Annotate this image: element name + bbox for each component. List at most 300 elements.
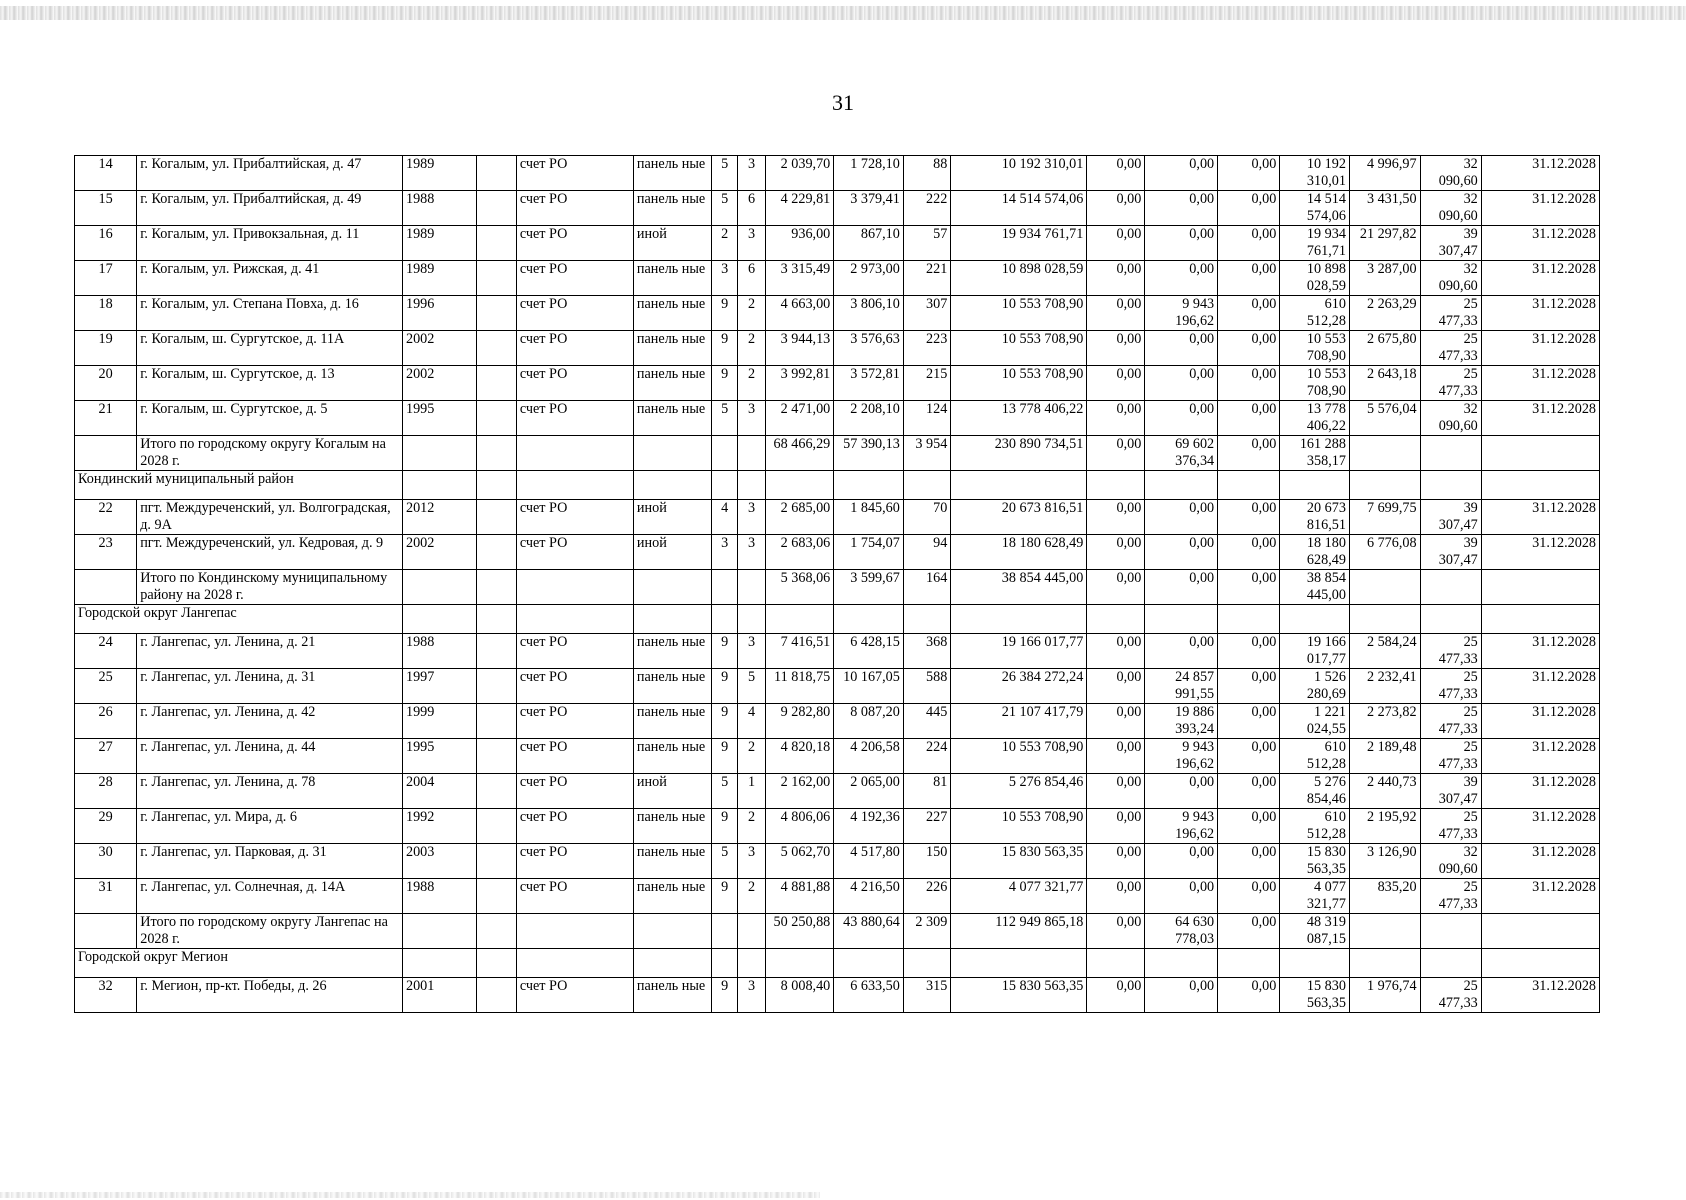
completion-date: 31.12.2028 — [1481, 704, 1599, 739]
cost-total: 10 192 310,01 — [951, 156, 1087, 191]
empty-cell — [476, 226, 516, 261]
entrances: 2 — [738, 739, 765, 774]
area-living: 3 576,63 — [834, 331, 904, 366]
budget-region: 0,00 — [1145, 156, 1218, 191]
fund-account: счет РО — [516, 634, 633, 669]
empty-cell — [903, 471, 950, 500]
row-number: 16 — [75, 226, 137, 261]
residents: 88 — [903, 156, 950, 191]
wall-material: панель ные — [633, 366, 711, 401]
empty-cell — [476, 535, 516, 570]
build-year: 1999 — [402, 704, 476, 739]
empty-cell — [711, 436, 737, 471]
build-year: 1988 — [402, 634, 476, 669]
budget-local: 0,00 — [1218, 774, 1280, 809]
area-living: 3 806,10 — [834, 296, 904, 331]
budget-region: 0,00 — [1145, 844, 1218, 879]
budget-region: 69 602 376,34 — [1145, 436, 1218, 471]
cost-per-m2: 6 776,08 — [1349, 535, 1420, 570]
budget-local: 0,00 — [1218, 331, 1280, 366]
empty-cell — [402, 949, 476, 978]
owners-funds: 18 180 628,49 — [1280, 535, 1350, 570]
empty-cell — [903, 949, 950, 978]
budget-local: 0,00 — [1218, 296, 1280, 331]
wall-material: панель ные — [633, 879, 711, 914]
entrances: 2 — [738, 331, 765, 366]
empty-cell — [75, 436, 137, 471]
wall-material: панель ные — [633, 156, 711, 191]
address: г. Лангепас, ул. Мира, д. 6 — [137, 809, 403, 844]
residents: 226 — [903, 879, 950, 914]
residents: 223 — [903, 331, 950, 366]
fund-account: счет РО — [516, 704, 633, 739]
budget-local: 0,00 — [1218, 669, 1280, 704]
row-number: 25 — [75, 669, 137, 704]
limit-cost: 25 477,33 — [1420, 704, 1481, 739]
cost-per-m2: 2 440,73 — [1349, 774, 1420, 809]
entrances: 2 — [738, 366, 765, 401]
address: пгт. Междуреченский, ул. Волгоградская, д. 9А — [137, 500, 403, 535]
empty-cell — [1349, 605, 1420, 634]
residents: 57 — [903, 226, 950, 261]
empty-cell — [1280, 471, 1350, 500]
residents: 3 954 — [903, 436, 950, 471]
area-total: 2 471,00 — [765, 401, 834, 436]
budget-region: 0,00 — [1145, 500, 1218, 535]
floors: 3 — [711, 535, 737, 570]
budget-local: 0,00 — [1218, 809, 1280, 844]
cost-per-m2: 2 643,18 — [1349, 366, 1420, 401]
owners-funds: 13 778 406,22 — [1280, 401, 1350, 436]
table-row — [75, 226, 1600, 261]
empty-cell — [834, 471, 904, 500]
budget-local: 0,00 — [1218, 226, 1280, 261]
budget-region: 0,00 — [1145, 401, 1218, 436]
floors: 5 — [711, 156, 737, 191]
owners: 38 854 445,00 — [1280, 570, 1350, 605]
cost-total: 10 553 708,90 — [951, 809, 1087, 844]
entrances: 2 — [738, 296, 765, 331]
completion-date: 31.12.2028 — [1481, 401, 1599, 436]
empty-cell — [1087, 949, 1145, 978]
residents: 124 — [903, 401, 950, 436]
area-total: 4 881,88 — [765, 879, 834, 914]
empty-cell — [1349, 949, 1420, 978]
empty-cell — [402, 914, 476, 949]
cost-total: 21 107 417,79 — [951, 704, 1087, 739]
area-living: 8 087,20 — [834, 704, 904, 739]
fund-account: счет РО — [516, 739, 633, 774]
cost-total: 18 180 628,49 — [951, 535, 1087, 570]
cost-total: 10 553 708,90 — [951, 296, 1087, 331]
empty-cell — [476, 739, 516, 774]
row-number: 32 — [75, 978, 137, 1013]
section-heading: Городской округ Лангепас — [75, 605, 403, 634]
fund-account: счет РО — [516, 879, 633, 914]
fund-rf: 0,00 — [1087, 978, 1145, 1013]
owners-funds: 610 512,28 — [1280, 296, 1350, 331]
row-number: 20 — [75, 366, 137, 401]
cost-per-m2: 21 297,82 — [1349, 226, 1420, 261]
budget-region: 19 886 393,24 — [1145, 704, 1218, 739]
fund-account: счет РО — [516, 774, 633, 809]
owners-funds: 10 898 028,59 — [1280, 261, 1350, 296]
cost-total: 5 276 854,46 — [951, 774, 1087, 809]
empty-cell — [1481, 471, 1599, 500]
row-number: 17 — [75, 261, 137, 296]
cost-total: 15 830 563,35 — [951, 844, 1087, 879]
completion-date: 31.12.2028 — [1481, 978, 1599, 1013]
floors: 2 — [711, 226, 737, 261]
total-label: Итого по городскому округу Лангепас на 2028 г. — [137, 914, 403, 949]
wall-material: панель ные — [633, 978, 711, 1013]
entrances: 6 — [738, 261, 765, 296]
empty-cell — [1420, 570, 1481, 605]
limit-cost: 25 477,33 — [1420, 366, 1481, 401]
area-total: 2 683,06 — [765, 535, 834, 570]
empty-cell — [1420, 914, 1481, 949]
empty-cell — [951, 471, 1087, 500]
budget-region: 0,00 — [1145, 191, 1218, 226]
build-year: 1996 — [402, 296, 476, 331]
empty-cell — [1087, 605, 1145, 634]
empty-cell — [476, 570, 516, 605]
empty-cell — [738, 471, 765, 500]
budget-region: 0,00 — [1145, 535, 1218, 570]
completion-date: 31.12.2028 — [1481, 500, 1599, 535]
floors: 9 — [711, 634, 737, 669]
owners-funds: 10 192 310,01 — [1280, 156, 1350, 191]
address: г. Когалым, ул. Прибалтийская, д. 47 — [137, 156, 403, 191]
fund-account: счет РО — [516, 226, 633, 261]
build-year: 2002 — [402, 535, 476, 570]
area-total: 3 944,13 — [765, 331, 834, 366]
empty-cell — [903, 605, 950, 634]
table-row — [75, 879, 1600, 914]
completion-date: 31.12.2028 — [1481, 809, 1599, 844]
table-row — [75, 331, 1600, 366]
owners-funds: 610 512,28 — [1280, 739, 1350, 774]
empty-cell — [1481, 914, 1599, 949]
fund-account: счет РО — [516, 331, 633, 366]
fund-account: счет РО — [516, 261, 633, 296]
empty-cell — [633, 914, 711, 949]
empty-cell — [711, 471, 737, 500]
empty-cell — [1420, 471, 1481, 500]
cost-total: 15 830 563,35 — [951, 978, 1087, 1013]
wall-material: панель ные — [633, 844, 711, 879]
cost-per-m2: 7 699,75 — [1349, 500, 1420, 535]
empty-cell — [834, 605, 904, 634]
build-year: 1988 — [402, 191, 476, 226]
completion-date: 31.12.2028 — [1481, 739, 1599, 774]
floors: 9 — [711, 809, 737, 844]
area-total: 5 368,06 — [765, 570, 834, 605]
row-number: 26 — [75, 704, 137, 739]
empty-cell — [1349, 471, 1420, 500]
area-living: 1 754,07 — [834, 535, 904, 570]
row-number: 15 — [75, 191, 137, 226]
wall-material: панель ные — [633, 331, 711, 366]
build-year: 1992 — [402, 809, 476, 844]
wall-material: панель ные — [633, 401, 711, 436]
residents: 2 309 — [903, 914, 950, 949]
area-living: 10 167,05 — [834, 669, 904, 704]
fund-rf: 0,00 — [1087, 739, 1145, 774]
address: г. Когалым, ул. Привокзальная, д. 11 — [137, 226, 403, 261]
empty-cell — [476, 191, 516, 226]
table-row — [75, 809, 1600, 844]
budget-local: 0,00 — [1218, 366, 1280, 401]
budget-region: 9 943 196,62 — [1145, 809, 1218, 844]
address: г. Когалым, ш. Сургутское, д. 11А — [137, 331, 403, 366]
cost-total: 10 553 708,90 — [951, 366, 1087, 401]
address: г. Лангепас, ул. Парковая, д. 31 — [137, 844, 403, 879]
empty-cell — [402, 605, 476, 634]
table-row — [75, 261, 1600, 296]
empty-cell — [1481, 605, 1599, 634]
table-row — [75, 401, 1600, 436]
entrances: 1 — [738, 774, 765, 809]
fund-rf: 0,00 — [1087, 669, 1145, 704]
cost-total: 38 854 445,00 — [951, 570, 1087, 605]
fund-rf: 0,00 — [1087, 156, 1145, 191]
wall-material: панель ные — [633, 191, 711, 226]
area-total: 4 663,00 — [765, 296, 834, 331]
entrances: 3 — [738, 844, 765, 879]
area-total: 2 039,70 — [765, 156, 834, 191]
wall-material: иной — [633, 226, 711, 261]
budget-region: 0,00 — [1145, 879, 1218, 914]
limit-cost: 32 090,60 — [1420, 844, 1481, 879]
budget-region: 24 857 991,55 — [1145, 669, 1218, 704]
empty-cell — [834, 949, 904, 978]
empty-cell — [711, 949, 737, 978]
residents: 227 — [903, 809, 950, 844]
completion-date: 31.12.2028 — [1481, 331, 1599, 366]
build-year: 1988 — [402, 879, 476, 914]
empty-cell — [738, 605, 765, 634]
empty-cell — [738, 436, 765, 471]
section-row — [75, 949, 1600, 978]
area-total: 4 806,06 — [765, 809, 834, 844]
residents: 224 — [903, 739, 950, 774]
section-heading: Городской округ Мегион — [75, 949, 403, 978]
fund-rf: 0,00 — [1087, 261, 1145, 296]
cost-total: 13 778 406,22 — [951, 401, 1087, 436]
owners: 48 319 087,15 — [1280, 914, 1350, 949]
area-living: 1 845,60 — [834, 500, 904, 535]
area-total: 2 685,00 — [765, 500, 834, 535]
fund-account: счет РО — [516, 296, 633, 331]
empty-cell — [1349, 436, 1420, 471]
budget-local: 0,00 — [1218, 879, 1280, 914]
empty-cell — [1145, 605, 1218, 634]
floors: 9 — [711, 296, 737, 331]
area-living: 3 599,67 — [834, 570, 904, 605]
residents: 215 — [903, 366, 950, 401]
empty-cell — [476, 978, 516, 1013]
completion-date: 31.12.2028 — [1481, 535, 1599, 570]
address: г. Лангепас, ул. Ленина, д. 21 — [137, 634, 403, 669]
empty-cell — [476, 366, 516, 401]
row-number: 21 — [75, 401, 137, 436]
address: пгт. Междуреченский, ул. Кедровая, д. 9 — [137, 535, 403, 570]
table-row — [75, 844, 1600, 879]
fund-rf: 0,00 — [1087, 844, 1145, 879]
budget-local: 0,00 — [1218, 261, 1280, 296]
table-row — [75, 156, 1600, 191]
area-living: 3 572,81 — [834, 366, 904, 401]
area-total: 4 229,81 — [765, 191, 834, 226]
limit-cost: 25 477,33 — [1420, 634, 1481, 669]
empty-cell — [1420, 436, 1481, 471]
empty-cell — [1420, 605, 1481, 634]
completion-date: 31.12.2028 — [1481, 296, 1599, 331]
limit-cost: 32 090,60 — [1420, 156, 1481, 191]
completion-date: 31.12.2028 — [1481, 669, 1599, 704]
entrances: 3 — [738, 156, 765, 191]
area-total: 936,00 — [765, 226, 834, 261]
empty-cell — [1280, 949, 1350, 978]
area-total: 7 416,51 — [765, 634, 834, 669]
floors: 5 — [711, 844, 737, 879]
budget-region: 0,00 — [1145, 226, 1218, 261]
cost-total: 230 890 734,51 — [951, 436, 1087, 471]
empty-cell — [516, 914, 633, 949]
area-total: 68 466,29 — [765, 436, 834, 471]
empty-cell — [765, 605, 834, 634]
total-row — [75, 570, 1600, 605]
fund-rf: 0,00 — [1087, 570, 1145, 605]
fund-rf: 0,00 — [1087, 331, 1145, 366]
area-living: 6 633,50 — [834, 978, 904, 1013]
budget-region: 0,00 — [1145, 774, 1218, 809]
empty-cell — [75, 570, 137, 605]
limit-cost: 25 477,33 — [1420, 879, 1481, 914]
address: г. Когалым, ш. Сургутское, д. 5 — [137, 401, 403, 436]
table-row — [75, 535, 1600, 570]
address: г. Когалым, ул. Прибалтийская, д. 49 — [137, 191, 403, 226]
empty-cell — [476, 500, 516, 535]
owners-funds: 19 934 761,71 — [1280, 226, 1350, 261]
fund-rf: 0,00 — [1087, 535, 1145, 570]
budget-local: 0,00 — [1218, 156, 1280, 191]
cost-total: 19 166 017,77 — [951, 634, 1087, 669]
entrances: 3 — [738, 226, 765, 261]
budget-local: 0,00 — [1218, 914, 1280, 949]
cost-total: 19 934 761,71 — [951, 226, 1087, 261]
floors: 9 — [711, 978, 737, 1013]
cost-per-m2: 2 273,82 — [1349, 704, 1420, 739]
limit-cost: 25 477,33 — [1420, 296, 1481, 331]
wall-material: панель ные — [633, 296, 711, 331]
floors: 5 — [711, 191, 737, 226]
completion-date: 31.12.2028 — [1481, 156, 1599, 191]
empty-cell — [1481, 949, 1599, 978]
empty-cell — [738, 914, 765, 949]
table-row — [75, 774, 1600, 809]
budget-local: 0,00 — [1218, 844, 1280, 879]
area-living: 2 208,10 — [834, 401, 904, 436]
fund-rf: 0,00 — [1087, 401, 1145, 436]
empty-cell — [476, 296, 516, 331]
address: г. Лангепас, ул. Ленина, д. 42 — [137, 704, 403, 739]
floors: 9 — [711, 704, 737, 739]
completion-date: 31.12.2028 — [1481, 191, 1599, 226]
residents: 445 — [903, 704, 950, 739]
empty-cell — [402, 436, 476, 471]
row-number: 30 — [75, 844, 137, 879]
budget-region: 0,00 — [1145, 331, 1218, 366]
completion-date: 31.12.2028 — [1481, 774, 1599, 809]
empty-cell — [1349, 570, 1420, 605]
cost-total: 112 949 865,18 — [951, 914, 1087, 949]
table-row — [75, 978, 1600, 1013]
area-living: 57 390,13 — [834, 436, 904, 471]
fund-rf: 0,00 — [1087, 634, 1145, 669]
table-row — [75, 739, 1600, 774]
residents: 307 — [903, 296, 950, 331]
cost-per-m2: 3 287,00 — [1349, 261, 1420, 296]
build-year: 1989 — [402, 156, 476, 191]
section-row — [75, 471, 1600, 500]
empty-cell — [476, 669, 516, 704]
scan-bottom-edge — [0, 1192, 820, 1198]
build-year: 1997 — [402, 669, 476, 704]
limit-cost: 25 477,33 — [1420, 669, 1481, 704]
empty-cell — [402, 471, 476, 500]
cost-per-m2: 2 584,24 — [1349, 634, 1420, 669]
cost-total: 10 553 708,90 — [951, 331, 1087, 366]
fund-account: счет РО — [516, 366, 633, 401]
row-number: 18 — [75, 296, 137, 331]
residents: 94 — [903, 535, 950, 570]
limit-cost: 32 090,60 — [1420, 401, 1481, 436]
scan-top-edge — [0, 6, 1686, 20]
entrances: 3 — [738, 978, 765, 1013]
floors: 5 — [711, 774, 737, 809]
empty-cell — [476, 401, 516, 436]
empty-cell — [476, 914, 516, 949]
owners-funds: 20 673 816,51 — [1280, 500, 1350, 535]
build-year: 1989 — [402, 261, 476, 296]
residents: 81 — [903, 774, 950, 809]
owners-funds: 15 830 563,35 — [1280, 978, 1350, 1013]
empty-cell — [633, 436, 711, 471]
floors: 9 — [711, 669, 737, 704]
fund-rf: 0,00 — [1087, 226, 1145, 261]
entrances: 5 — [738, 669, 765, 704]
owners-funds: 10 553 708,90 — [1280, 366, 1350, 401]
empty-cell — [476, 774, 516, 809]
address: г. Когалым, ш. Сургутское, д. 13 — [137, 366, 403, 401]
address: г. Лангепас, ул. Ленина, д. 31 — [137, 669, 403, 704]
cost-total: 10 553 708,90 — [951, 739, 1087, 774]
fund-rf: 0,00 — [1087, 914, 1145, 949]
fund-rf: 0,00 — [1087, 704, 1145, 739]
completion-date: 31.12.2028 — [1481, 226, 1599, 261]
area-living: 4 206,58 — [834, 739, 904, 774]
wall-material: панель ные — [633, 669, 711, 704]
residents: 221 — [903, 261, 950, 296]
empty-cell — [476, 471, 516, 500]
fund-account: счет РО — [516, 844, 633, 879]
table-row — [75, 500, 1600, 535]
residents: 70 — [903, 500, 950, 535]
address: г. Лангепас, ул. Солнечная, д. 14А — [137, 879, 403, 914]
wall-material: панель ные — [633, 261, 711, 296]
